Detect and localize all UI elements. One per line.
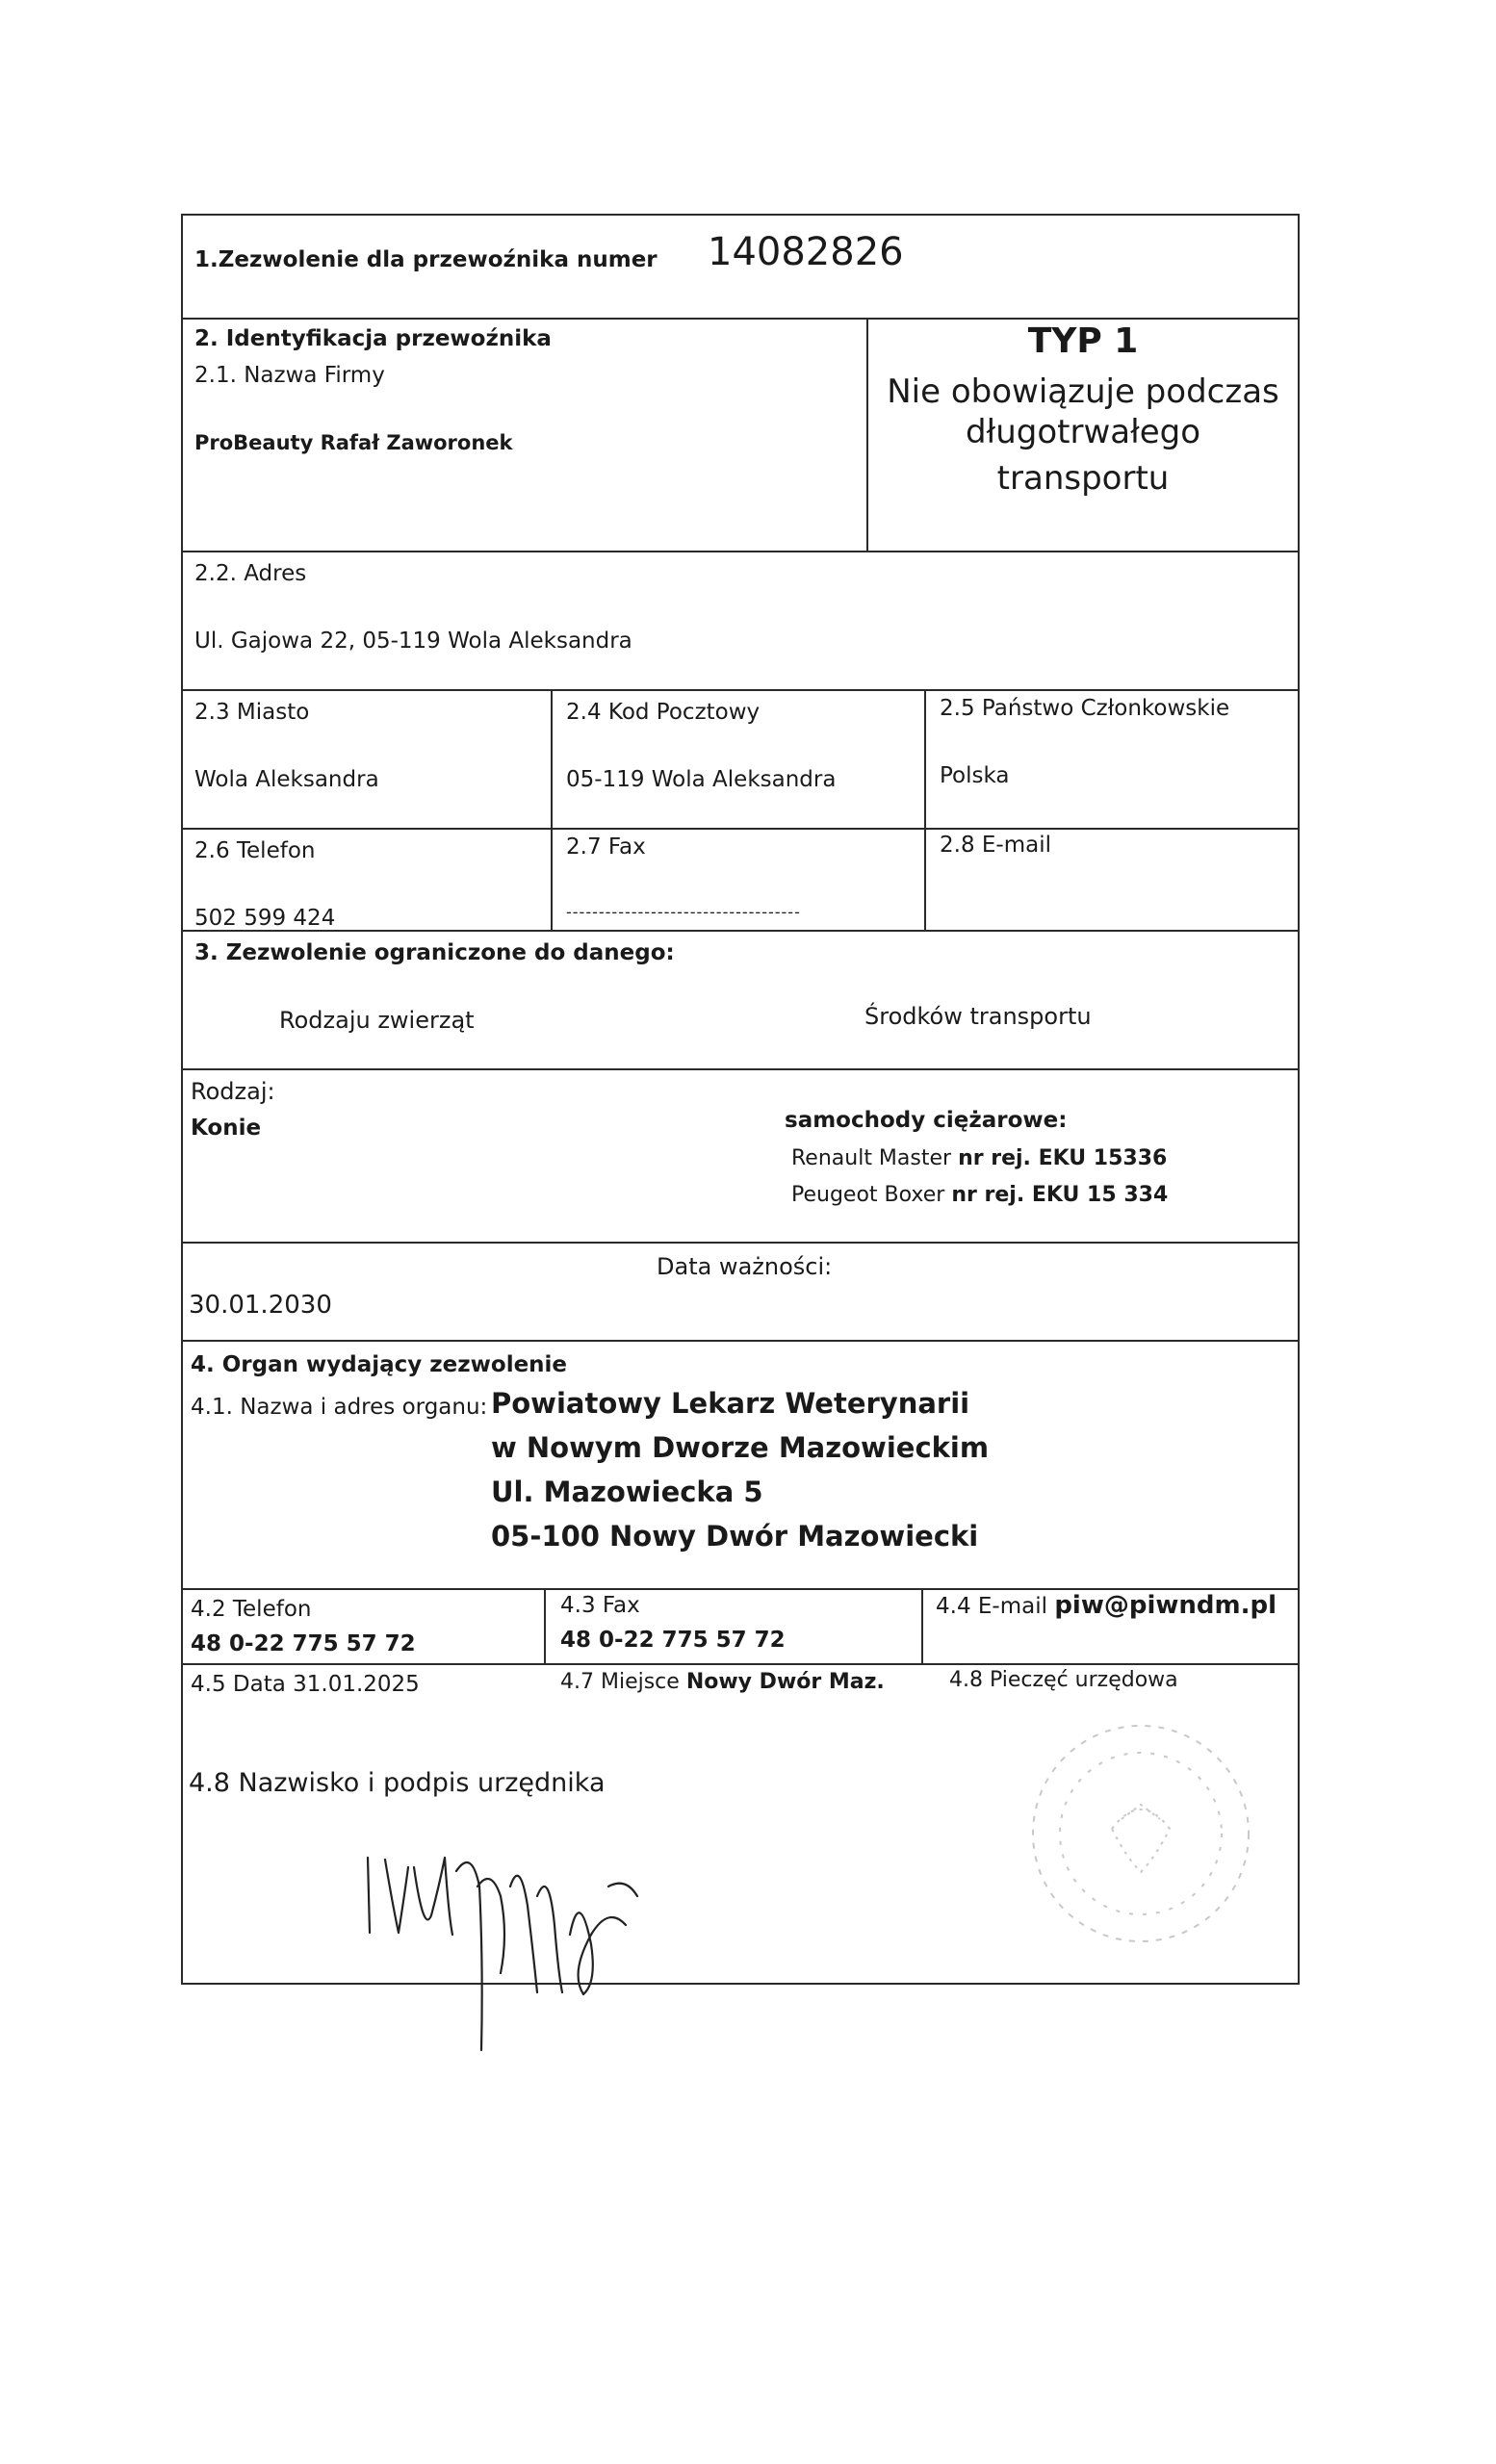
issue-date <box>191 1671 420 1698</box>
postal-label: 2.4 Kod Pocztowy <box>566 700 761 725</box>
authority-section-title: 4. Organ wydający zezwolenie <box>191 1352 568 1377</box>
issue-place-label: 4.7 Miejsce <box>560 1670 680 1694</box>
col-divider <box>924 689 926 930</box>
frame-top-border <box>181 214 1300 216</box>
authority-name-line4: 05-100 Nowy Dwór Mazowiecki <box>491 1520 979 1553</box>
frame-bottom-border <box>181 1983 1300 1985</box>
carrier-section-title: 2. Identyfikacja przewoźnika <box>194 326 552 351</box>
vehicle-2 <box>791 1182 1168 1209</box>
type-box-line1: TYP 1 <box>1027 321 1139 361</box>
authority-name-line1: Powiatowy Lekarz Weterynarii <box>491 1387 970 1420</box>
row-divider <box>181 1340 1300 1342</box>
authority-name-line2: w Nowym Dworze Mazowieckim <box>491 1431 990 1464</box>
frame-left-border <box>181 214 183 1985</box>
vehicle-1 <box>791 1145 1167 1172</box>
authority-fax-value: 48 0-22 775 57 72 <box>560 1628 786 1653</box>
row-divider <box>181 828 1300 830</box>
authority-phone-value: 48 0-22 775 57 72 <box>191 1631 416 1656</box>
issue-place <box>560 1669 885 1696</box>
city-label: 2.3 Miasto <box>194 700 310 725</box>
address-label: 2.2. Adres <box>194 561 307 586</box>
email-label: 2.8 E-mail <box>940 833 1051 858</box>
transport-header: Środków transportu <box>864 1003 1092 1030</box>
row-divider <box>181 551 1300 552</box>
type-box-line4: transportu <box>996 459 1170 498</box>
authority-fax-label: 4.3 Fax <box>560 1593 640 1618</box>
authority-email <box>936 1592 1277 1620</box>
company-label: 2.1. Nazwa Firmy <box>194 363 385 388</box>
validity-value: 30.01.2030 <box>189 1291 332 1320</box>
permit-number: 14082826 <box>708 230 904 274</box>
fax-value: ------------------------------------ <box>566 903 801 921</box>
animals-header: Rodzaju zwierząt <box>279 1007 475 1034</box>
postal-value: 05-119 Wola Aleksandra <box>566 767 837 792</box>
authority-email-value: piw@piwndm.pl <box>1054 1591 1277 1620</box>
official-stamp-icon <box>1020 1713 1261 1954</box>
fax-label: 2.7 Fax <box>566 834 646 860</box>
kind-value: Konie <box>191 1116 262 1141</box>
kind-label: Rodzaj: <box>191 1078 275 1105</box>
type-box-line3: długotrwałego <box>965 413 1201 451</box>
row-divider <box>181 930 1300 932</box>
authority-name-label: 4.1. Nazwa i adres organu: <box>191 1395 488 1420</box>
col-divider <box>544 1588 546 1665</box>
country-label: 2.5 Państwo Członkowskie <box>940 696 1230 721</box>
row-divider <box>181 1663 1300 1665</box>
stamp-label: 4.8 Pieczęć urzędowa <box>949 1668 1178 1692</box>
col-divider <box>921 1588 923 1665</box>
company-name: ProBeauty Rafał Zaworonek <box>194 431 513 454</box>
type-box <box>868 318 1298 499</box>
vehicle-1-model: Renault Master <box>791 1146 952 1170</box>
issue-date-label: 4.5 Data <box>191 1672 286 1697</box>
vehicle-2-model: Peugeot Boxer <box>791 1183 945 1207</box>
issue-place-value: Nowy Dwór Maz. <box>685 1670 885 1694</box>
authority-name-line3: Ul. Mazowiecka 5 <box>491 1476 763 1508</box>
issue-date-value: 31.01.2025 <box>293 1672 420 1697</box>
frame-right-border <box>1298 214 1300 1985</box>
authority-phone-label: 4.2 Telefon <box>191 1597 312 1622</box>
col-divider <box>551 689 553 930</box>
type-box-line2: Nie obowiązuje podczas <box>887 372 1279 411</box>
row-divider <box>181 1242 1300 1244</box>
authority-email-label: 4.4 E-mail <box>936 1594 1047 1619</box>
row-divider <box>181 1588 1300 1590</box>
city-value: Wola Aleksandra <box>194 767 379 792</box>
validity-label: Data ważności: <box>657 1253 833 1280</box>
vehicle-2-reg: nr rej. EKU 15 334 <box>951 1183 1169 1207</box>
signature-drawing <box>356 1829 674 2060</box>
phone-value: 502 599 424 <box>194 906 336 931</box>
vehicle-1-reg: nr rej. EKU 15336 <box>958 1146 1168 1170</box>
country-value: Polska <box>940 763 1010 788</box>
row-divider <box>181 689 1300 691</box>
address-value: Ul. Gajowa 22, 05-119 Wola Aleksandra <box>194 629 632 654</box>
restriction-section-title: 3. Zezwolenie ograniczone do danego: <box>194 940 675 965</box>
row-divider <box>181 1068 1300 1070</box>
phone-label: 2.6 Telefon <box>194 838 316 863</box>
permit-label: 1.Zezwolenie dla przewoźnika numer <box>194 247 658 272</box>
official-label: 4.8 Nazwisko i podpis urzędnika <box>189 1768 606 1798</box>
vehicles-label: samochody ciężarowe: <box>785 1108 1068 1133</box>
